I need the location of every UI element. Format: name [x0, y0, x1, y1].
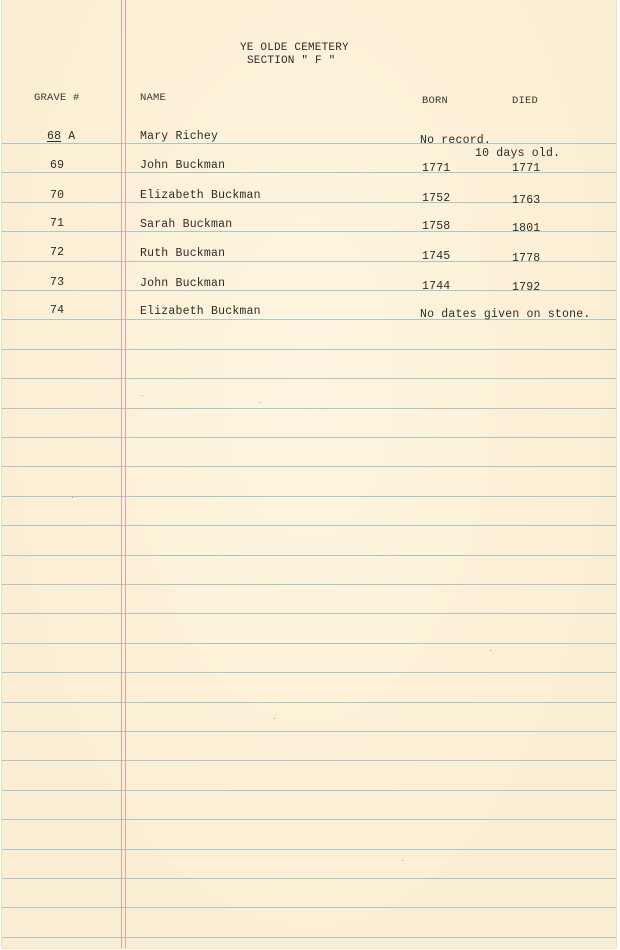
- paper-speck: [274, 718, 275, 719]
- name-cell: Mary Richey: [140, 130, 219, 143]
- header-grave: GRAVE #: [34, 92, 80, 104]
- name-cell: John Buckman: [140, 159, 226, 172]
- grave-number-68: [47, 131, 75, 143]
- header-died: DIED: [512, 95, 539, 107]
- grave-number-69: 69: [50, 159, 65, 172]
- born-cell: 1745: [422, 250, 451, 263]
- paper-speck: [490, 650, 491, 651]
- grave-number-70: 70: [50, 189, 65, 202]
- ruled-lines: [2, 0, 616, 948]
- name-cell: Ruth Buckman: [140, 247, 226, 260]
- grave-number-71: 71: [50, 217, 65, 230]
- paper-speck: [72, 497, 73, 498]
- grave-number-72: 72: [50, 246, 65, 259]
- born-cell: 1758: [422, 220, 451, 233]
- born-cell: 1771: [422, 162, 451, 175]
- ledger-sheet: [2, 0, 616, 948]
- name-cell: John Buckman: [140, 277, 226, 290]
- born-cell: 1752: [422, 192, 451, 205]
- header-born: BORN: [422, 95, 449, 107]
- name-cell: Sarah Buckman: [140, 218, 233, 231]
- paper-speck: [142, 395, 143, 396]
- died-cell: 1778: [512, 252, 541, 265]
- title-cemetery: YE OLDE CEMETERY: [240, 42, 349, 54]
- died-cell: 1801: [512, 222, 541, 235]
- header-name: NAME: [140, 92, 167, 104]
- died-cell: 1771: [512, 162, 541, 175]
- born-cell: No record.: [420, 134, 492, 147]
- grave-number-suffix: A: [61, 130, 76, 143]
- grave-number-74: 74: [50, 304, 65, 317]
- died-cell: 1763: [512, 194, 541, 207]
- grave-number-73: 73: [50, 276, 65, 289]
- paper-speck: [402, 860, 403, 861]
- margin-line-left: [121, 0, 122, 948]
- grave-number-value: 68: [47, 130, 62, 143]
- name-cell: Elizabeth Buckman: [140, 305, 261, 318]
- title-section: SECTION " F ": [247, 55, 336, 67]
- paper-speck: [260, 402, 261, 403]
- born-cell: No dates given on stone.: [420, 308, 591, 321]
- age-note: 10 days old.: [475, 147, 561, 160]
- born-cell: 1744: [422, 280, 451, 293]
- name-cell: Elizabeth Buckman: [140, 189, 261, 202]
- died-cell: 1792: [512, 281, 541, 294]
- margin-line-right: [125, 0, 126, 948]
